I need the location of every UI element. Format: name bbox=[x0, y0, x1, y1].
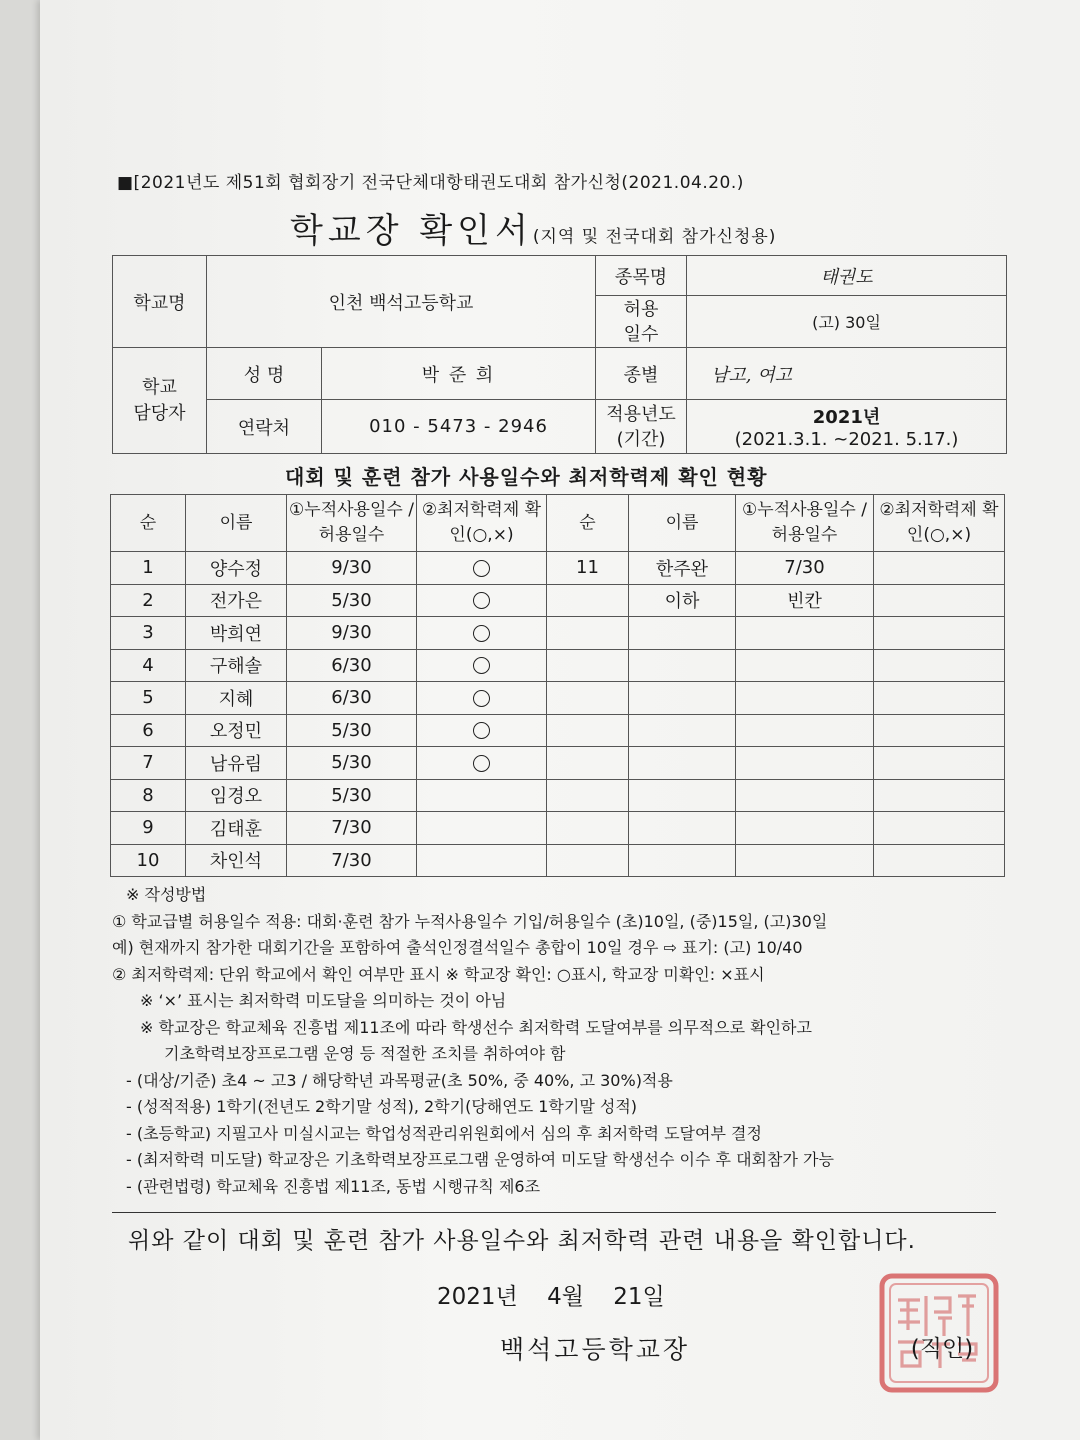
cell-days: 7/30 bbox=[736, 552, 874, 585]
school-info-table bbox=[112, 255, 1007, 454]
divider bbox=[112, 1212, 996, 1213]
circle-mark-icon bbox=[473, 755, 490, 772]
table-row bbox=[111, 682, 1005, 715]
cell-confirm bbox=[874, 649, 1005, 682]
cell-name: 한주완 bbox=[629, 552, 736, 585]
section-title: 대회 및 훈련 참가 사용일수와 최저학력제 확인 현황 bbox=[285, 465, 768, 489]
date-year: 2021년 bbox=[437, 1284, 518, 1310]
cell-name: 임경오 bbox=[186, 779, 287, 812]
cell-confirm bbox=[417, 649, 547, 682]
cell-confirm bbox=[417, 682, 547, 715]
date-day: 21일 bbox=[613, 1284, 665, 1310]
cell-days bbox=[736, 812, 874, 845]
cell-confirm bbox=[874, 779, 1005, 812]
document-title bbox=[290, 203, 776, 252]
header-days: ①누적사용일수 /허용일수 bbox=[287, 495, 417, 552]
circle-mark-icon bbox=[473, 722, 490, 739]
cell-no: 11 bbox=[547, 552, 629, 585]
cell-name bbox=[629, 617, 736, 650]
cell-no bbox=[547, 682, 629, 715]
cell-confirm bbox=[874, 552, 1005, 585]
sport-value: 태권도 bbox=[687, 256, 1007, 296]
cell-no bbox=[547, 584, 629, 617]
allowed-days-label: 허용 일수 bbox=[596, 296, 687, 348]
table-row bbox=[111, 779, 1005, 812]
title-main: 학교장 확인서 bbox=[290, 211, 533, 251]
circle-mark-icon bbox=[473, 560, 490, 577]
school-label: 학교명 bbox=[113, 256, 207, 348]
cell-no: 5 bbox=[111, 682, 186, 715]
cell-days: 7/30 bbox=[287, 844, 417, 877]
cell-no: 8 bbox=[111, 779, 186, 812]
note-line: ※ 학교장은 학교체육 진흥법 제11조에 따라 학생선수 최저학력 도달여부를 의무적으로 확인하고 bbox=[140, 1017, 812, 1037]
header-confirm: ②최저학력제 확인(○,×) bbox=[417, 495, 547, 552]
cell-days: 빈칸 bbox=[736, 584, 874, 617]
gender-label: 종별 bbox=[596, 348, 687, 400]
cell-name bbox=[629, 649, 736, 682]
circle-mark-icon bbox=[473, 657, 490, 674]
confirmation-statement: 위와 같이 대회 및 훈련 참가 사용일수와 최저학력 관련 내용을 확인합니다. bbox=[128, 1228, 916, 1254]
cell-days bbox=[736, 747, 874, 780]
note-line: ② 최저학력제: 단위 학교에서 확인 여부만 표시 ※ 학교장 확인: ○표시, 학교장 미확인: ×표시 bbox=[112, 964, 765, 984]
cell-confirm bbox=[417, 584, 547, 617]
cell-no bbox=[547, 714, 629, 747]
cell-days: 9/30 bbox=[287, 617, 417, 650]
cell-confirm bbox=[874, 584, 1005, 617]
cell-days bbox=[736, 682, 874, 715]
cell-days: 5/30 bbox=[287, 714, 417, 747]
header-no: 순 bbox=[547, 495, 629, 552]
school-seal-icon bbox=[878, 1272, 1000, 1394]
cell-name: 남유림 bbox=[186, 747, 287, 780]
table-row bbox=[111, 844, 1005, 877]
date-month: 4월 bbox=[547, 1284, 584, 1310]
cell-confirm bbox=[874, 747, 1005, 780]
cell-name bbox=[629, 747, 736, 780]
note-line: - (대상/기준) 초4 ~ 고3 / 해당학년 과목평균(초 50%, 중 40%, 고 30%)적용 bbox=[126, 1070, 673, 1090]
sport-label: 종목명 bbox=[596, 256, 687, 296]
cell-days: 5/30 bbox=[287, 747, 417, 780]
note-line: - (성적적용) 1학기(전년도 2학기말 성적), 2학기(당해연도 1학기말 성적) bbox=[126, 1097, 638, 1116]
name-value: 박 준 희 bbox=[322, 348, 596, 400]
participation-table bbox=[110, 494, 1005, 877]
cell-days bbox=[736, 649, 874, 682]
cell-no: 3 bbox=[111, 617, 186, 650]
cell-confirm bbox=[417, 714, 547, 747]
cell-no: 6 bbox=[111, 714, 186, 747]
cell-days: 6/30 bbox=[287, 682, 417, 715]
note-line: - (관련법령) 학교체육 진흥법 제11조, 동법 시행규칙 제6조 bbox=[126, 1176, 541, 1196]
name-label: 성 명 bbox=[207, 348, 322, 400]
cell-no: 10 bbox=[111, 844, 186, 877]
note-line: ① 학교급별 허용일수 적용: 대회·훈련 참가 누적사용일수 기입/허용일수 (초)10일, (중)15일, (고)30일 bbox=[112, 911, 828, 931]
note-line: 예) 현재까지 참가한 대회기간을 포함하여 출석인정결석일수 총합이 10일 경우 ⇨ 표기: (고) 10/40 bbox=[112, 938, 803, 957]
cell-confirm bbox=[417, 812, 547, 845]
cell-name: 박희연 bbox=[186, 617, 287, 650]
allowed-days-value: (고) 30일 bbox=[687, 296, 1007, 348]
note-line: - (최저학력 미도달) 학교장은 기초학력보장프로그램 운영하여 미도달 학생선수 이수 후 대회참가 가능 bbox=[126, 1150, 834, 1169]
cell-no bbox=[547, 779, 629, 812]
cell-name: 오정민 bbox=[186, 714, 287, 747]
cell-name: 차인석 bbox=[186, 844, 287, 877]
cell-name: 지혜 bbox=[186, 682, 287, 715]
cell-confirm bbox=[417, 779, 547, 812]
table-row bbox=[111, 747, 1005, 780]
gender-value: 남고, 여고 bbox=[687, 348, 1007, 400]
cell-name: 구해솔 bbox=[186, 649, 287, 682]
seal-label: (직인) bbox=[910, 1336, 974, 1362]
cell-no: 4 bbox=[111, 649, 186, 682]
cell-no bbox=[547, 747, 629, 780]
cell-no: 9 bbox=[111, 812, 186, 845]
cell-confirm bbox=[874, 682, 1005, 715]
cell-days bbox=[736, 779, 874, 812]
participation-table-body bbox=[111, 495, 1005, 877]
period-range: (2021.3.1. ~2021. 5.17.) bbox=[734, 429, 959, 450]
circle-mark-icon bbox=[473, 625, 490, 642]
contact-value: 010 - 5473 - 2946 bbox=[322, 400, 596, 454]
writing-instructions bbox=[112, 882, 1012, 1200]
cell-name: 전가은 bbox=[186, 584, 287, 617]
cell-days bbox=[736, 714, 874, 747]
cell-confirm bbox=[417, 617, 547, 650]
table-row bbox=[111, 714, 1005, 747]
note-line: 기초학력보장프로그램 운영 등 적절한 조치를 취하여야 함 bbox=[164, 1044, 566, 1063]
school-value: 인천 백석고등학교 bbox=[207, 256, 596, 348]
cell-name bbox=[629, 714, 736, 747]
cell-confirm bbox=[874, 812, 1005, 845]
header-confirm: ②최저학력제 확인(○,×) bbox=[874, 495, 1005, 552]
cell-no bbox=[547, 617, 629, 650]
signature-date bbox=[437, 1278, 687, 1311]
cell-confirm bbox=[874, 714, 1005, 747]
contact-label: 연락처 bbox=[207, 400, 322, 454]
cell-days bbox=[736, 617, 874, 650]
principal-name: 백석고등학교장 bbox=[500, 1335, 691, 1364]
table-row bbox=[111, 649, 1005, 682]
period-cell bbox=[687, 400, 1007, 454]
cell-no: 2 bbox=[111, 584, 186, 617]
cell-no: 7 bbox=[111, 747, 186, 780]
cell-days: 9/30 bbox=[287, 552, 417, 585]
period-label: 적용년도 (기간) bbox=[596, 400, 687, 454]
cell-confirm bbox=[874, 617, 1005, 650]
table-row bbox=[111, 584, 1005, 617]
circle-mark-icon bbox=[473, 592, 490, 609]
cell-no: 1 bbox=[111, 552, 186, 585]
cell-no bbox=[547, 844, 629, 877]
manager-label: 학교 담당자 bbox=[113, 348, 207, 454]
header-no: 순 bbox=[111, 495, 186, 552]
cell-name: 양수정 bbox=[186, 552, 287, 585]
note-line: - (초등학교) 지필고사 미실시교는 학업성적관리위원회에서 심의 후 최저학력 도달여부 결정 bbox=[126, 1123, 762, 1143]
event-header: ■[2021년도 제51회 협회장기 전국단체대항태권도대회 참가신청(2021.04.20.) bbox=[117, 173, 744, 193]
cell-days: 7/30 bbox=[287, 812, 417, 845]
cell-name bbox=[629, 682, 736, 715]
cell-confirm bbox=[417, 844, 547, 877]
cell-days: 5/30 bbox=[287, 584, 417, 617]
circle-mark-icon bbox=[473, 690, 490, 707]
note-line: ※ ‘×’ 표시는 최저학력 미도달을 의미하는 것이 아님 bbox=[140, 991, 507, 1010]
note-line: ※ 작성방법 bbox=[126, 885, 207, 904]
period-year: 2021년 bbox=[812, 407, 881, 428]
cell-name bbox=[629, 844, 736, 877]
table-row bbox=[111, 617, 1005, 650]
cell-name: 김태훈 bbox=[186, 812, 287, 845]
cell-days: 6/30 bbox=[287, 649, 417, 682]
cell-confirm bbox=[417, 747, 547, 780]
header-days: ①누적사용일수 /허용일수 bbox=[736, 495, 874, 552]
table-row bbox=[111, 552, 1005, 585]
cell-no bbox=[547, 649, 629, 682]
cell-confirm bbox=[417, 552, 547, 585]
header-name: 이름 bbox=[629, 495, 736, 552]
title-sub: (지역 및 전국대회 참가신청용) bbox=[532, 227, 777, 247]
cell-no bbox=[547, 812, 629, 845]
cell-confirm bbox=[874, 844, 1005, 877]
table-header-row bbox=[111, 495, 1005, 552]
cell-name bbox=[629, 779, 736, 812]
cell-name bbox=[629, 812, 736, 845]
header-name: 이름 bbox=[186, 495, 287, 552]
cell-days bbox=[736, 844, 874, 877]
table-row bbox=[111, 812, 1005, 845]
cell-days: 5/30 bbox=[287, 779, 417, 812]
cell-name: 이하 bbox=[629, 584, 736, 617]
